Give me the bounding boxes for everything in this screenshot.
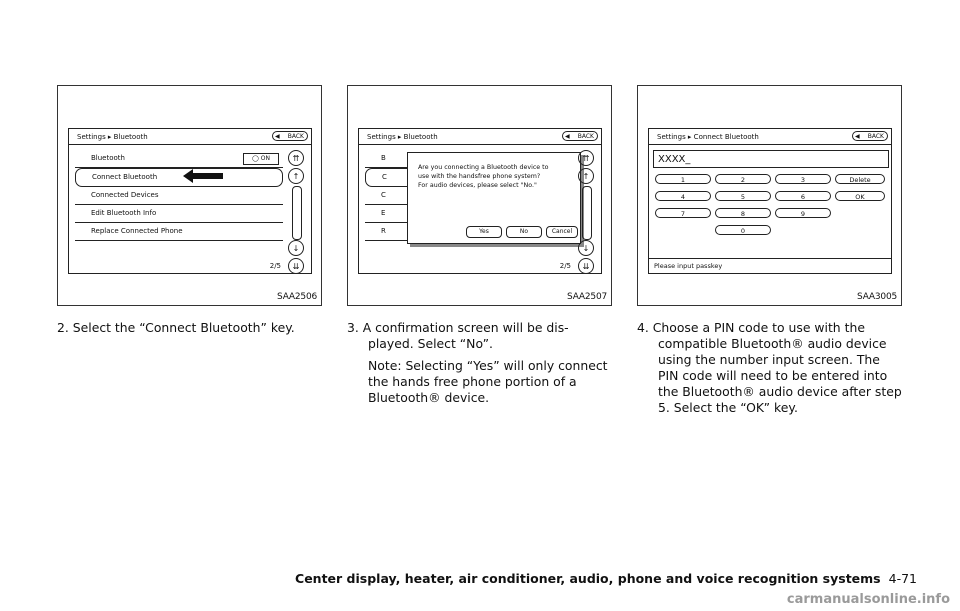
key-4[interactable]: 4 <box>655 191 711 201</box>
confirmation-dialog <box>407 152 581 244</box>
key-8[interactable]: 8 <box>715 208 771 218</box>
list-item-label: Replace Connected Phone <box>91 227 183 235</box>
caption-step-4: 4. Choose a PIN code to use with the compatible Bluetooth® audio device using the number input screen. The PIN code will need to be entered into the Bluetooth® audio device after step 5. Select the “OK” key. <box>637 320 902 415</box>
scrollbar[interactable] <box>578 150 596 274</box>
scroll-track[interactable] <box>292 186 302 240</box>
watermark: carmanualsonline.info <box>786 592 950 607</box>
figure-saa2506 <box>57 85 322 306</box>
figure-id: SAA3005 <box>857 292 897 302</box>
list-item: C <box>365 168 573 187</box>
delete-button[interactable]: Delete <box>835 174 885 184</box>
dialog-message: Are you connecting a Bluetooth device to use with the handsfree phone system? For audio devices, please select "No." <box>418 164 549 189</box>
scroll-top-icon[interactable]: ⇈ <box>288 150 304 166</box>
key-3[interactable]: 3 <box>775 174 831 184</box>
scroll-down-icon[interactable]: ↓ <box>288 240 304 256</box>
input-prompt: Please input passkey <box>649 258 891 273</box>
list-item: R <box>365 223 573 241</box>
key-2[interactable]: 2 <box>715 174 771 184</box>
page-footer <box>295 571 917 586</box>
key-1[interactable]: 1 <box>655 174 711 184</box>
ok-button[interactable]: OK <box>835 191 885 201</box>
figure-saa2507 <box>347 85 612 306</box>
figure-saa3005 <box>637 85 902 306</box>
list-item: C <box>365 187 573 205</box>
figure-id: SAA2506 <box>277 292 317 302</box>
bluetooth-toggle[interactable]: ◯ ON <box>243 153 279 165</box>
no-button[interactable]: No <box>506 226 542 238</box>
scroll-track[interactable] <box>582 186 592 240</box>
page-number: 4-71 <box>888 571 917 586</box>
key-9[interactable]: 9 <box>775 208 831 218</box>
yes-button[interactable]: Yes <box>466 226 502 238</box>
note: Note: Selecting “Yes” will only connect the hands free phone portion of a Bluetooth® device. <box>368 358 608 405</box>
breadcrumb: Settings ▸ Bluetooth <box>367 133 438 141</box>
breadcrumb: Settings ▸ Connect Bluetooth <box>657 133 759 141</box>
list-item-label: Bluetooth <box>91 154 125 162</box>
settings-list <box>75 150 283 241</box>
pointer-arrow-icon <box>183 169 223 183</box>
scroll-up-icon[interactable]: ↑ <box>578 168 594 184</box>
list-item: E <box>365 205 573 223</box>
passkey-input-screen <box>648 128 892 274</box>
list-item-connected-devices[interactable] <box>75 187 283 205</box>
page-indicator: 2/5 <box>559 262 571 270</box>
list-item-label: Edit Bluetooth Info <box>91 209 157 217</box>
caption-step-2: 2. Select the “Connect Bluetooth” key. <box>57 320 295 335</box>
section-title: Center display, heater, air conditioner, audio, phone and voice recognition systems <box>295 571 881 586</box>
key-5[interactable]: 5 <box>715 191 771 201</box>
back-button[interactable]: ◀ BACK <box>852 131 888 141</box>
list-item-edit-bluetooth-info[interactable] <box>75 205 283 223</box>
list-item-connect-bluetooth[interactable] <box>75 168 283 187</box>
key-6[interactable]: 6 <box>775 191 831 201</box>
scroll-bottom-icon[interactable]: ⇊ <box>578 258 594 274</box>
list-item-bluetooth[interactable] <box>75 150 283 168</box>
cancel-button[interactable]: Cancel <box>546 226 578 238</box>
bluetooth-settings-screen <box>68 128 312 274</box>
page-indicator: 2/5 <box>269 262 281 270</box>
passkey-input[interactable]: XXXX_ <box>653 150 889 168</box>
list-item: B <box>365 150 573 168</box>
breadcrumb: Settings ▸ Bluetooth <box>77 133 148 141</box>
scroll-top-icon[interactable]: ⇈ <box>578 150 594 166</box>
bluetooth-confirmation-screen <box>358 128 602 274</box>
list-item-label: Connect Bluetooth <box>92 173 158 181</box>
figure-id: SAA2507 <box>567 292 607 302</box>
list-item-replace-connected-phone[interactable] <box>75 223 283 241</box>
list-item-label: Connected Devices <box>91 191 159 199</box>
scroll-down-icon[interactable]: ↓ <box>578 240 594 256</box>
key-7[interactable]: 7 <box>655 208 711 218</box>
scrollbar[interactable] <box>288 150 306 274</box>
key-0[interactable]: 0 <box>715 225 771 235</box>
scroll-up-icon[interactable]: ↑ <box>288 168 304 184</box>
back-button[interactable]: ◀ BACK <box>562 131 598 141</box>
scroll-bottom-icon[interactable]: ⇊ <box>288 258 304 274</box>
back-button[interactable]: ◀ BACK <box>272 131 308 141</box>
caption-step-3: 3. A confirmation screen will be dis- played. Select “No”. Note: Selecting “Yes” will only connect the hands free phone portion of a Bluetooth® device. <box>347 320 608 405</box>
